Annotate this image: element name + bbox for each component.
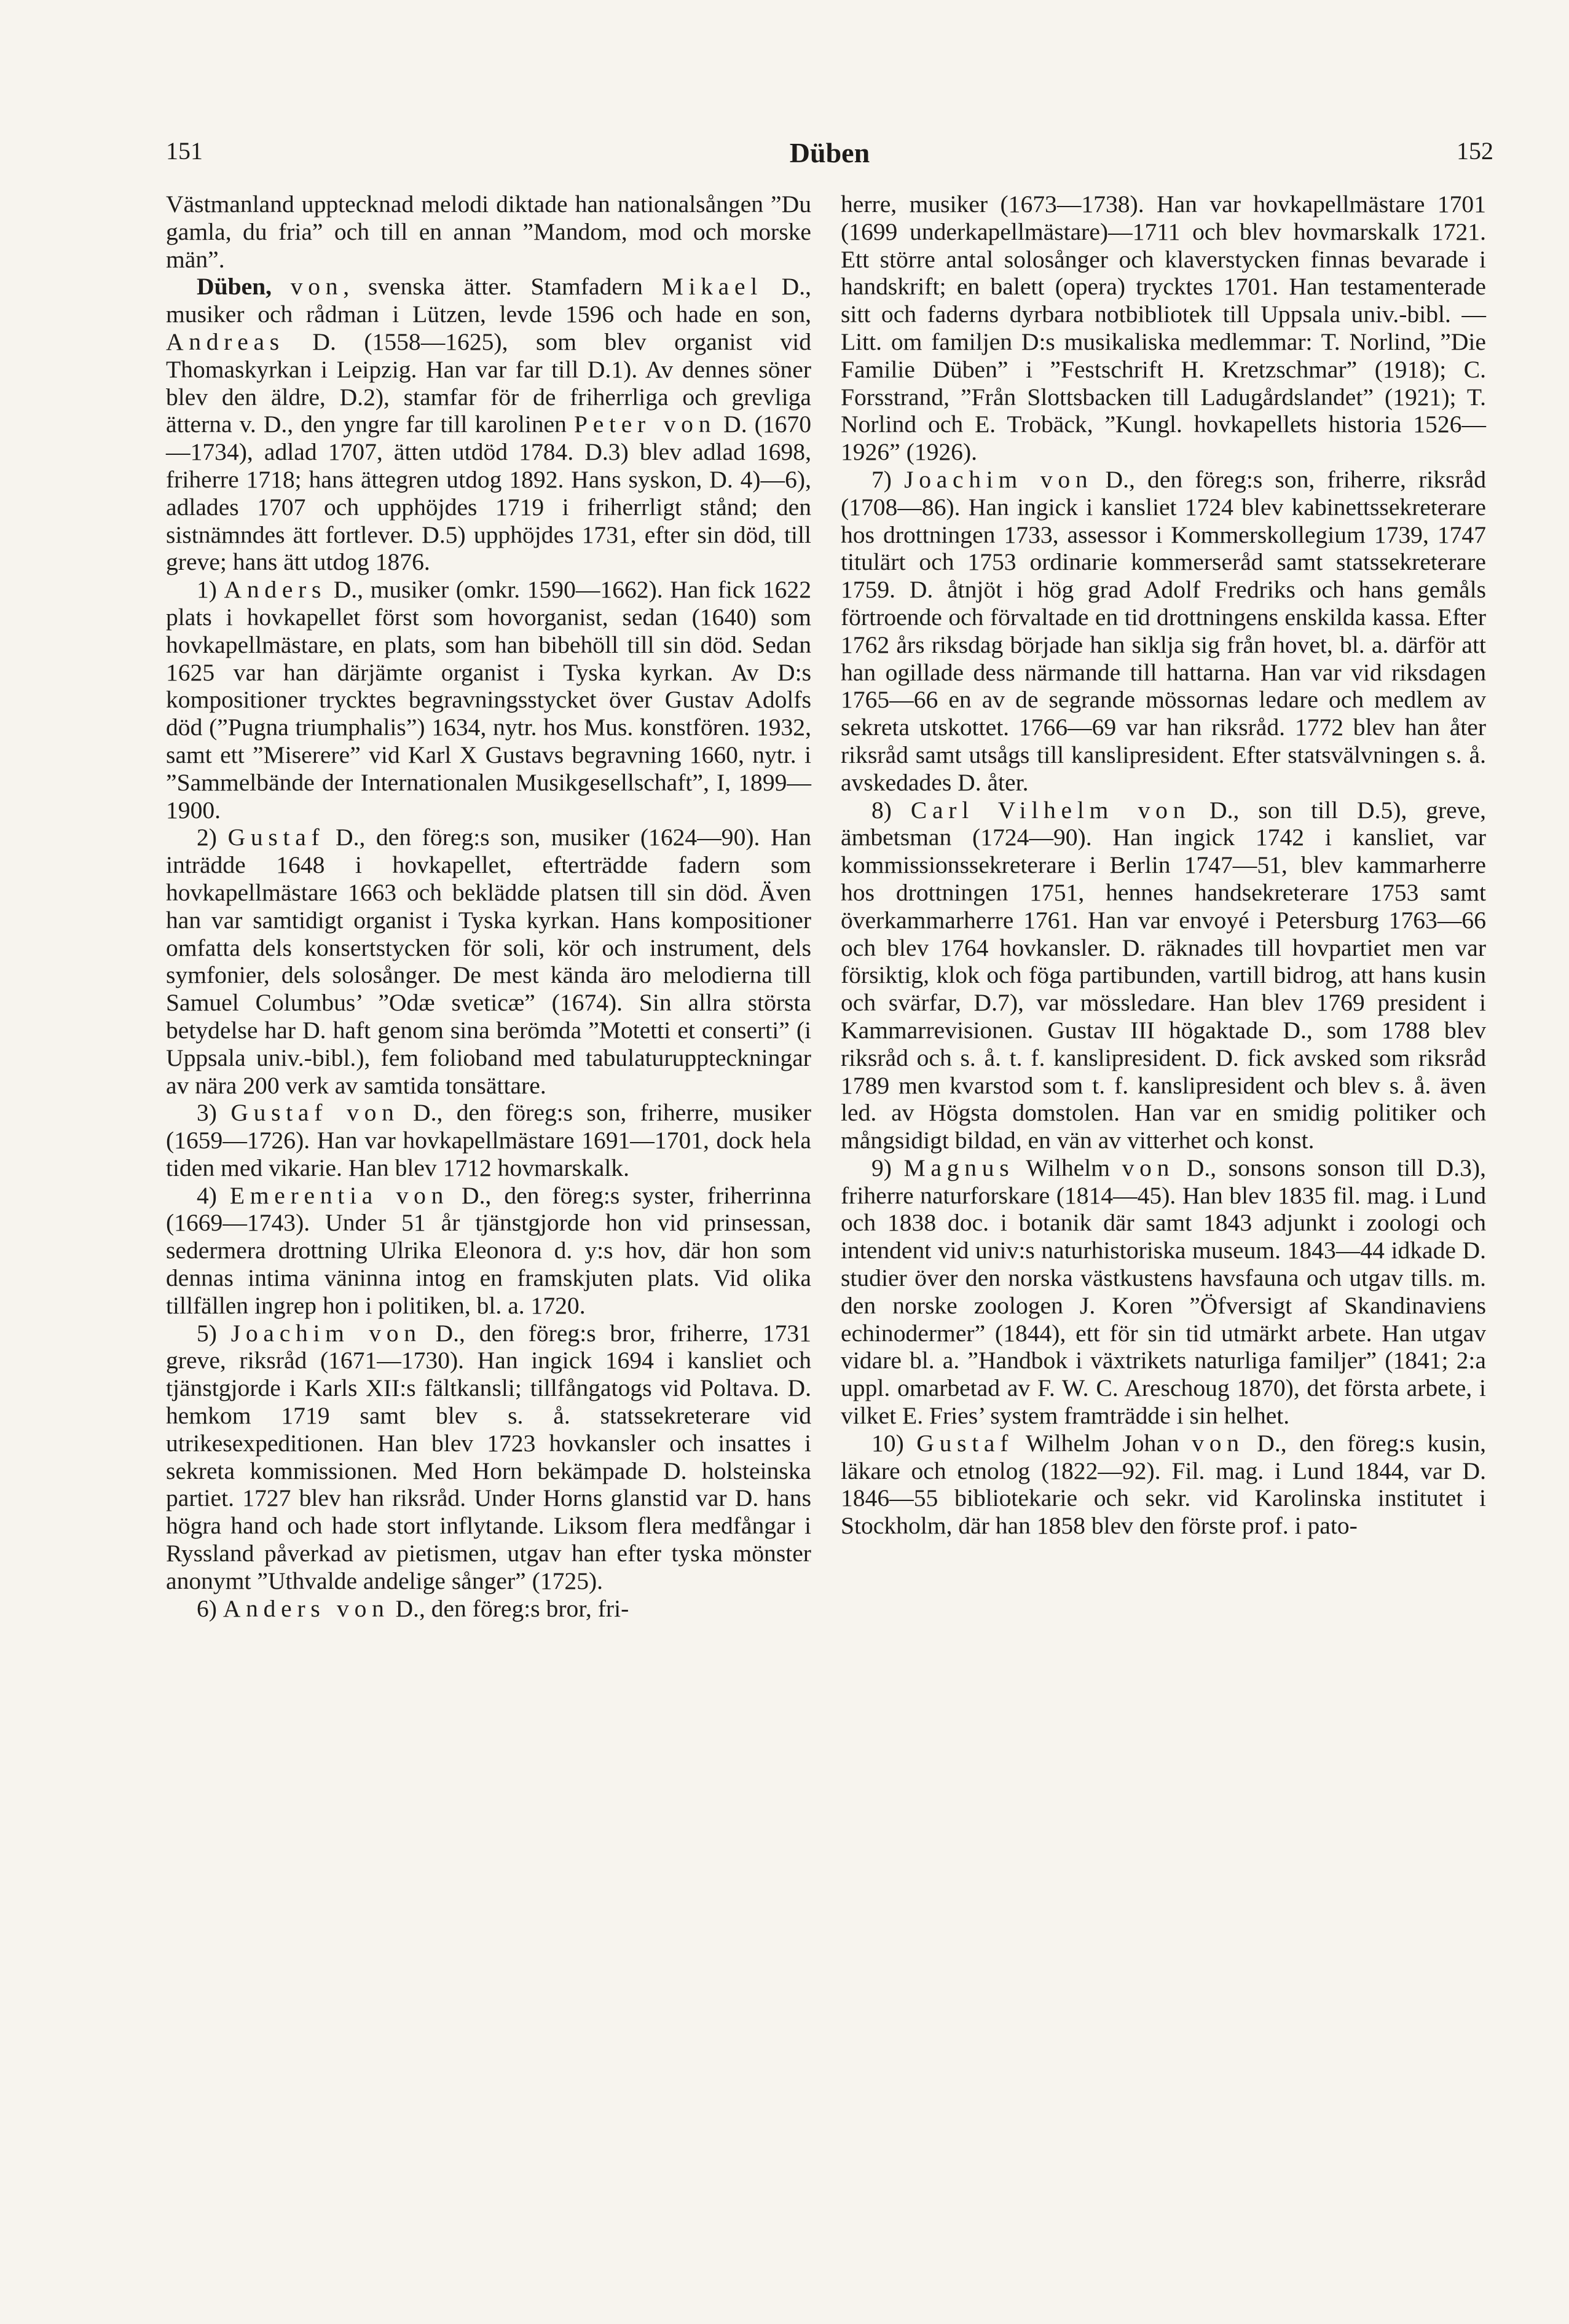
text-run: 1) [197, 576, 224, 604]
spaced-name: Joachim von [230, 1319, 422, 1347]
running-head: Düben [789, 137, 870, 168]
text-run: herre, musiker (1673—1738). Han var hovkapellmästare 1701 (1699 underkapellmästare)—1711 och blev hovmarskalk 1721. Ett större antal solosånger och klaverstycken finnas bevarade i handskrift; en balett (opera) trycktes 1701. Han testamenterade sitt och faderns dyrbara notbibliotek till Uppsala univ.-bibl. — Litt. om familjen D:s musikaliska medlemmar: T. Norlind, ”Die Familie Düben” i ”Festschrift H. Kretzschmar” (1918); C. Forsstrand, ”Från Slottsbacken till Ladugårdslandet” (1921); T. Norlind och E. Trobäck, ”Kungl. hovkapellets historia 1526—1926” (1926). [841, 191, 1486, 466]
spaced-name: Peter von [574, 411, 717, 438]
text-run: 6) [197, 1594, 223, 1622]
text-run: D., sonsons sonson till D.3), friherre naturforskare (1814—45). Han blev 1835 fil. mag. i Lund och 1838 doc. i botanik där samt 1843 adjunkt i zoologi och intendent vid univ:s naturhistoriska museum. 1843—44 idkade D. studier över den norska västkustens havsfauna och utgav tills. m. den norske zoologen J. Koren ”Öfversigt af Skandinaviens echinodermer” (1844), ett för sin tid utmärkt arbete. Han utgav vidare bl. a. ”Handbok i växtrikets naturliga familjer” (1841; 2:a uppl. omarbetad av F. W. C. Areschoug 1870), det första arbete, i vilket E. Fries’ system framträdde i sin helhet. [841, 1154, 1486, 1430]
spaced-name: Anders [224, 576, 327, 604]
text-run: Wilhelm [1014, 1154, 1122, 1181]
spaced-name: von [290, 273, 344, 301]
text-run: 5) [197, 1319, 231, 1347]
page-number-right: 152 [1457, 137, 1493, 165]
entry-paragraph [166, 824, 811, 1099]
entry-paragraph [166, 273, 811, 576]
entry-paragraph [841, 1154, 1486, 1430]
left-column [166, 191, 811, 1622]
text-run: 8) [871, 796, 911, 824]
text-run: D., den föreg:s son, musiker (1624—90). Han inträdde 1648 i hovkapellet, efterträdde fadern som hovkapellmästare 1663 och beklädde platsen till sin död. Även han var samtidigt organist i Tyska kyrkan. Hans kompositioner omfatta dels konsertstycken för soli, kör och instrument, dels symfonier, dels solosånger. De mest kända äro melodierna till Samuel Columbus’ ”Odæ sveticæ” (1674). Sin allra största betydelse har D. haft genom sina berömda ”Motetti et conserti” (i Uppsala univ.-bibl.), fem folioband med tabulaturuppteckningar av nära 200 verk av samtida tonsättare. [166, 824, 811, 1099]
spaced-name: Anders von [222, 1594, 390, 1622]
entry-paragraph [166, 1320, 811, 1595]
spaced-name: Joachim von [904, 465, 1093, 493]
text-run: D. (1558—1625), som blev organist vid Thomaskyrkan i Leipzig. Han var far till D.1). Av dennes söner blev den äldre, D.2), stamfar för de friherrliga och grevliga ätterna v. D., den yngre far till karolinen [166, 328, 811, 438]
text-run: Wilhelm Johan [1013, 1429, 1192, 1457]
text-run: 10) [871, 1429, 917, 1457]
page-header [166, 136, 1493, 179]
entry-headword: Düben, [197, 273, 272, 301]
text-run: D., den föreg:s kusin, läkare och etnolog (1822—92). Fil. mag. i Lund 1844, var D. 1846—55 bibliotekarie och sekr. vid Karolinska institutet i Stockholm, där han 1858 blev den förste prof. i pato- [841, 1429, 1486, 1540]
text-run: D., den föreg:s bror, friherre, 1731 greve, riksråd (1671—1730). Han ingick 1694 i kansliet och tjänstgjorde i Karls XII:s fältkansli; tillfångatogs vid Poltava. D. hemkom 1719 samt blev s. å. statssekreterare vid utrikesexpeditionen. Han blev 1723 hovkansler och insattes i sekreta kommissionen. Med Horn bekämpade D. holsteinska partiet. 1727 blev han riksråd. Under Horns glanstid var D. hans högra hand och hade stort inflytande. Liksom flera medfångar i Ryssland påverkad av pietismen, utgav han efter tyska mönster anonymt ”Uthvalde andelige sånger” (1725). [166, 1319, 811, 1594]
text-run: D., den föreg:s son, friherre, musiker (1659—1726). Han var hovkapellmästare 1691—1701, dock hela tiden med vikarie. Han blev 1712 hovmarskalk. [166, 1099, 811, 1181]
spaced-name: Gustaf [227, 824, 325, 851]
text-run: D., den föreg:s syster, friherrinna (1669—1743). Under 51 år tjänstgjorde hon vid prinsessan, sedermera drottning Ulrika Eleonora d. y:s hov, där hon som dennas intima väninna intog en framskjuten plats. Vid olika tillfällen ingrep hon i politiken, bl. a. 1720. [166, 1181, 812, 1319]
text-run [272, 273, 291, 300]
text-run: 3) [197, 1099, 231, 1127]
text-run: D., musiker (omkr. 1590—1662). Han fick 1622 plats i hovkapellet först som hovorganist, sedan (1640) som hovkapellmästare, en plats, som han bibehöll till sin död. Sedan 1625 var han därjämte organist i Tyska kyrkan. Av D:s kompositioner trycktes begravningsstycket över Gustav Adolfs död (”Pugna triumphalis”) 1634, nytr. hos Mus. konstfören. 1932, samt ett ”Miserere” vid Karl X Gustavs begravning 1660, nytr. i ”Sammelbände der Internationalen Musikgesellschaft”, I, 1899—1900. [166, 576, 811, 824]
spaced-name: Andreas [166, 328, 285, 355]
entry-paragraph [166, 576, 811, 824]
text-run: 7) [871, 465, 905, 493]
text-run: D., den föreg:s bror, fri- [389, 1594, 629, 1622]
text-run: D., den föreg:s son, friherre, riksråd (1708—86). Han ingick i kansliet 1724 blev kabinettssekreterare hos drottningen 1733, assessor i Kommerskollegium 1739, 1747 titulärt och 1753 ordinarie kommerseråd samt statssekreterare 1759. D. åtnjöt i hög grad Adolf Fredriks och hans gemåls förtroende och förvaltade en tid drottningens enskilda kassa. Efter 1762 års riksdag började han siklja sig från hovet, bl. a. därför att han ogillade dess närmande till hattarna. Han var vid riksdagen 1765—66 en av de segrande mössornas ledare och medlem av sekreta utskottet. 1766—69 var han riksråd. 1772 blev han åter riksråd samt utsågs till kanslipresident. Efter statsvälvningen s. å. avskedades D. åter. [841, 465, 1486, 796]
text-run: , svenska ätter. Stamfadern [343, 273, 662, 301]
entry-paragraph [841, 1430, 1486, 1540]
spaced-name: Carl Vilhelm von [910, 796, 1191, 824]
entry-paragraph [841, 191, 1486, 466]
spaced-name: Emerentia von [229, 1181, 449, 1209]
spaced-name: Magnus [903, 1154, 1015, 1181]
right-column [841, 191, 1486, 1540]
text-run: 2) [197, 824, 228, 851]
page-number-left: 151 [166, 137, 203, 165]
spaced-name: Gustaf [916, 1429, 1014, 1457]
text-run: D. (1670—1734), adlad 1707, ätten utdöd 1784. D.3) blev adlad 1698, friherre 1718; hans ättegren utdog 1892. Hans syskon, D. 4)—6), adlades 1707 och upphöjdes 1719 i friherrligt stånd; den sistnämndes ätt fortlever. D.5) upphöjdes 1731, efter sin död, till greve; hans ätt utdog 1876. [166, 411, 811, 576]
spaced-name: von [1122, 1154, 1175, 1181]
spaced-name: Mikael [661, 273, 763, 301]
entry-paragraph [166, 1595, 811, 1623]
entry-paragraph [166, 1182, 811, 1320]
entry-paragraph [166, 1099, 811, 1181]
entry-paragraph [841, 797, 1486, 1154]
text-run: D., son till D.5), greve, ämbetsman (1724—90). Han ingick 1742 i kansliet, var kommissionssekreterare i Berlin 1747—51, blev kammarherre hos drottningen 1751, hennes handsekreterare 1753 samt överkammarherre 1761. Han var envoyé i Petersburg 1763—66 och blev 1764 hovkansler. D. räknades till hovpartiet men var försiktig, klok och föga partibunden, vartill bidrog, att hans kusin och svärfar, D.7), var mössledare. Han blev 1769 president i Kammarrevisionen. Gustav III högaktade D., som 1788 blev riksråd och s. å. t. f. kanslipresident. D. fick avsked som riksråd 1789 men kvarstod som t. f. kanslipresident och blev s. å. även led. av Högsta domstolen. Han var en smidig politiker och mångsidigt bildad, en vän av vitterhet och konst. [841, 796, 1486, 1154]
text-run: 9) [871, 1154, 904, 1181]
text-run: D., musiker och rådman i Lützen, levde 1596 och hade en son, [166, 273, 811, 328]
spaced-name: von [1192, 1429, 1245, 1457]
spaced-name: Gustaf von [230, 1099, 399, 1127]
entry-paragraph [841, 466, 1486, 797]
text-run: 4) [197, 1181, 230, 1209]
entry-paragraph [166, 191, 811, 273]
text-run: Västmanland upptecknad melodi diktade han nationalsången ”Du gamla, du fria” och till en annan ”Mandom, mod och morske män”. [166, 191, 811, 273]
